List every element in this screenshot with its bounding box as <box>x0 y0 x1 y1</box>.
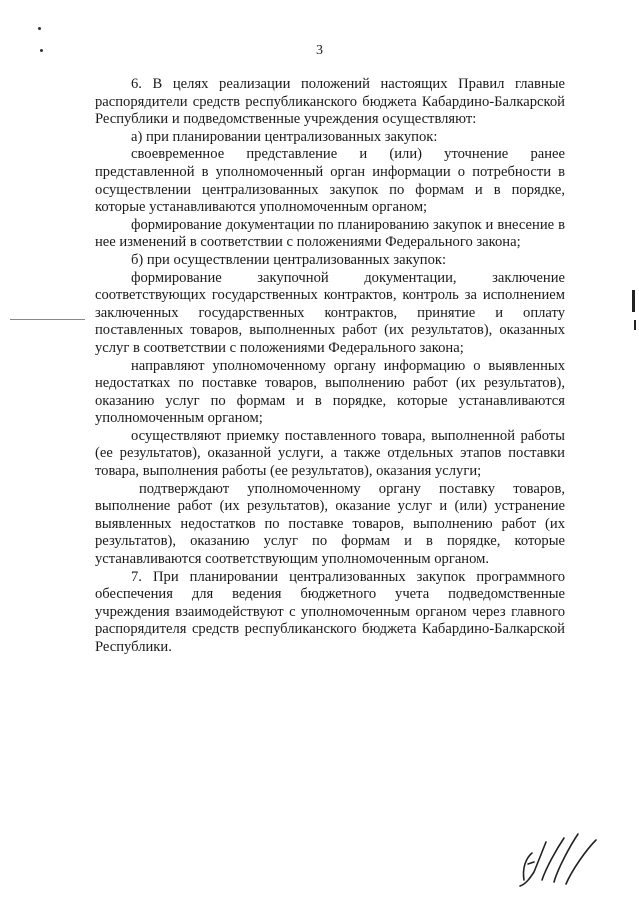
paragraph: своевременное представление и (или) уточнение ранее представленной в уполномоченный орган информации о потребности в осуществлении централизованных закупок по формам и в порядке, которые устанавливаются уполномоченным органом; <box>95 146 565 216</box>
scan-edge-mark <box>632 290 635 312</box>
scan-speck <box>38 27 41 30</box>
paragraph: подтверждают уполномоченному органу поставку товаров, выполнение работ (их результатов), оказание услуг и (или) устранение выявленных недостатков по поставке товаров, выполнению работ (их результатов), оказанию услуг по формам и в порядке, которые устанавливаются соответствующим уполномоченным органом. <box>95 480 565 568</box>
handwritten-signature <box>512 828 612 890</box>
scan-artifact-line <box>10 319 85 320</box>
paragraph: 6. В целях реализации положений настоящих Правил главные распорядители средств республиканского бюджета Кабардино-Балкарской Республики и подведомственные учреждения осуществляют: <box>95 76 565 128</box>
paragraph: формирование закупочной документации, заключение соответствующих государственных контрактов, контроль за исполнением заключенных государственных контрактов, принятие и оплату поставленных товаров, выполненных работ (их результатов), оказанных услуг в соответствии с положениями Федерального закона; <box>95 269 565 356</box>
paragraph: осуществляют приемку поставленного товара, выполненной работы (ее результатов), оказанной услуги, а также отдельных этапов поставки товара, выполнения работы (ее результатов), оказания услуги; <box>95 427 565 480</box>
paragraph: а) при планировании централизованных закупок: <box>131 128 438 145</box>
paragraph: б) при осуществлении централизованных закупок: <box>131 251 447 268</box>
scan-edge-mark <box>634 320 636 330</box>
paragraph: направляют уполномоченному органу информацию о выявленных недостатках по поставке товаров, выполнению работ (их результатов), оказанию услуг по формам и в порядке, которые устанавливаются уполномоченным органом; <box>95 357 565 427</box>
document-body <box>95 76 565 657</box>
paragraph: 7. При планировании централизованных закупок программного обеспечения для ведения бюджетного учета подведомственные учреждения взаимодействуют с уполномоченным органом через главного распорядителя средств республиканского бюджета Кабардино-Балкарской Республики. <box>95 568 565 655</box>
paragraph: формирование документации по планированию закупок и внесение в нее изменений в соответствии с положениями Федерального закона; <box>95 216 565 251</box>
page-number: 3 <box>316 43 323 58</box>
